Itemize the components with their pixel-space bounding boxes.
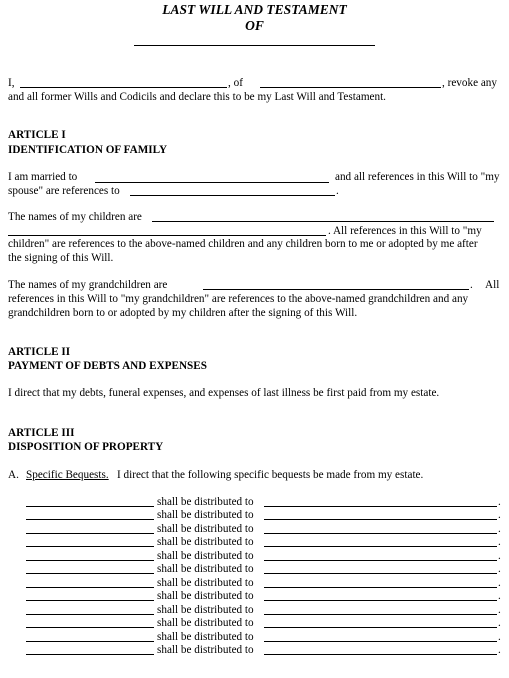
article2-heading: ARTICLE II <box>8 346 71 358</box>
grandchildren-all: All <box>485 279 500 291</box>
bequest-recipient-line[interactable] <box>264 573 497 574</box>
bequest-row-label: shall be distributed to <box>157 617 254 630</box>
bequest-row-label: shall be distributed to <box>157 630 254 643</box>
bequest-recipient-line[interactable] <box>264 519 497 520</box>
document-title-of: OF <box>245 18 264 33</box>
bequest-row-label: shall be distributed to <box>157 603 254 616</box>
bequest-item-line[interactable] <box>26 614 154 615</box>
testator-name-field[interactable] <box>134 45 375 46</box>
bequest-item-line[interactable] <box>26 519 154 520</box>
intro-of: , of <box>228 77 243 89</box>
bequest-row-label: shall be distributed to <box>157 536 254 549</box>
intro-i: I, <box>8 77 15 89</box>
article2-text: I direct that my debts, funeral expenses, and expenses of last illness be first paid from my estate. <box>8 387 440 399</box>
bequest-row-label: shall be distributed to <box>157 549 254 562</box>
bequest-row-period: . <box>498 563 501 576</box>
document-title: LAST WILL AND TESTAMENT <box>162 2 347 17</box>
bequest-recipient-line[interactable] <box>264 533 497 534</box>
bequest-recipient-line[interactable] <box>264 654 497 655</box>
bequest-row-label: shall be distributed to <box>157 576 254 589</box>
article3-subheading: DISPOSITION OF PROPERTY <box>8 441 164 453</box>
grandchildren-period: . <box>470 279 473 291</box>
grandchildren-text-c: references in this Will to "my grandchildren" are references to the above-named grandchildren and any <box>8 293 469 305</box>
specific-bequests-prefix: A. <box>8 469 19 481</box>
bequest-row-label: shall be distributed to <box>157 522 254 535</box>
bequest-row-period: . <box>498 536 501 549</box>
bequest-item-line[interactable] <box>26 533 154 534</box>
bequest-recipient-line[interactable] <box>264 614 497 615</box>
bequest-row-label: shall be distributed to <box>157 496 254 508</box>
bequest-row-period: . <box>498 509 501 522</box>
article2-subheading: PAYMENT OF DEBTS AND EXPENSES <box>8 360 207 372</box>
married-text-c: spouse" are references to <box>8 185 120 197</box>
bequest-item-line[interactable] <box>26 546 154 547</box>
bequest-row-period: . <box>498 576 501 589</box>
grandchildren-names-line[interactable] <box>203 289 469 290</box>
bequest-recipient-line[interactable] <box>264 506 497 507</box>
bequest-item-line[interactable] <box>26 641 154 642</box>
bequest-row-period: . <box>498 603 501 616</box>
married-text-a: I am married to <box>8 171 78 183</box>
intro-revoke: , revoke any <box>442 77 497 89</box>
children-text-b: . All references in this Will to "my <box>328 225 482 237</box>
bequest-row-period: . <box>498 643 501 656</box>
bequest-row-label: shall be distributed to <box>157 509 254 522</box>
grandchildren-text-a: The names of my grandchildren are <box>8 279 168 291</box>
specific-bequests-label: Specific Bequests. <box>26 469 109 481</box>
bequest-recipient-line[interactable] <box>264 600 497 601</box>
bequest-item-line[interactable] <box>26 600 154 601</box>
bequest-item-line[interactable] <box>26 560 154 561</box>
bequest-recipient-line[interactable] <box>264 641 497 642</box>
bequest-item-line[interactable] <box>26 506 154 507</box>
bequest-item-line[interactable] <box>26 587 154 588</box>
bequest-row-period: . <box>498 522 501 535</box>
children-text-c: children" are references to the above-named children and any children born to me or adopted by me after <box>8 238 478 250</box>
bequest-item-line[interactable] <box>26 627 154 628</box>
testator-residence-line[interactable] <box>260 87 441 88</box>
children-text-d: the signing of this Will. <box>8 252 114 264</box>
bequest-recipient-line[interactable] <box>264 546 497 547</box>
article3-heading: ARTICLE III <box>8 427 75 439</box>
bequest-row-label: shall be distributed to <box>157 590 254 603</box>
bequest-row-period: . <box>498 496 501 508</box>
article1-subheading: IDENTIFICATION OF FAMILY <box>8 144 168 156</box>
bequest-row-period: . <box>498 549 501 562</box>
children-names-line-1[interactable] <box>152 221 494 222</box>
bequest-row-label: shall be distributed to <box>157 563 254 576</box>
specific-bequests-text: I direct that the following specific bequests be made from my estate. <box>117 469 424 481</box>
married-text-b: and all references in this Will to "my <box>335 171 500 183</box>
testator-name-line[interactable] <box>20 87 227 88</box>
spouse-name-line[interactable] <box>95 182 329 183</box>
bequest-row-period: . <box>498 590 501 603</box>
bequest-row-period: . <box>498 630 501 643</box>
bequest-recipient-line[interactable] <box>264 587 497 588</box>
married-period: . <box>336 185 339 197</box>
grandchildren-text-d: grandchildren born to or adopted by my children after the signing of this Will. <box>8 307 358 319</box>
children-text-a: The names of my children are <box>8 211 142 223</box>
bequest-recipient-line[interactable] <box>264 627 497 628</box>
bequest-item-line[interactable] <box>26 654 154 655</box>
article1-heading: ARTICLE I <box>8 129 66 141</box>
spouse-reference-line[interactable] <box>130 195 335 196</box>
bequest-item-line[interactable] <box>26 573 154 574</box>
bequest-recipient-line[interactable] <box>264 560 497 561</box>
bequest-row-label: shall be distributed to <box>157 643 254 656</box>
intro-line2: and all former Wills and Codicils and declare this to be my Last Will and Testament. <box>8 91 386 103</box>
children-names-line-2[interactable] <box>8 235 326 236</box>
bequest-row-period: . <box>498 617 501 630</box>
